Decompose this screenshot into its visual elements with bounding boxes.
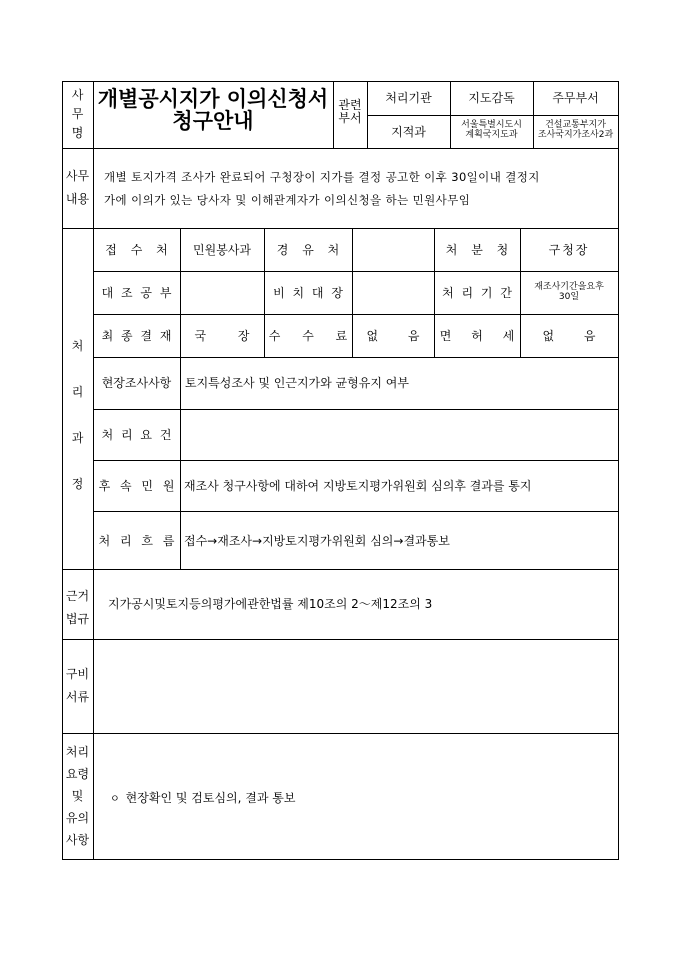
reception-label: 접 수 처	[105, 243, 168, 257]
license-tax-value: 없 음	[542, 329, 596, 343]
required-docs-label-line: 서류	[65, 690, 90, 704]
ledger-label: 대 조 공 부	[101, 286, 172, 300]
process-section-char: 정	[71, 477, 84, 491]
required-docs-label-line: 구비	[65, 667, 90, 681]
period-value-line: 30일	[558, 292, 580, 302]
supervision-value	[450, 120, 533, 140]
legal-basis-value: 지가공시및토지등의평가에관한법률 제10조의 2～제12조의 3	[108, 597, 433, 611]
notes-label-line: 및	[71, 789, 84, 803]
required-docs-label	[62, 663, 93, 709]
process-flow-label: 처 리 흐 름	[98, 534, 175, 548]
processing-agency-value: 지적과	[391, 125, 426, 139]
followup-value: 재조사 청구사항에 대하여 지방토지평가위원회 심의후 결과를 통지	[184, 479, 532, 493]
fee-value: 없 음	[366, 329, 420, 343]
followup-label: 후 속 민 원	[98, 479, 175, 493]
main-dept-value-line: 건설교통부지가	[545, 120, 606, 130]
related-dept-label	[333, 99, 367, 125]
process-section-char: 처	[71, 339, 84, 353]
notes-value	[110, 791, 295, 807]
via-label: 경 유 처	[276, 243, 340, 257]
bullet-icon: ㅇ	[110, 794, 120, 805]
duty-description	[104, 166, 612, 212]
final-approval-value: 국 장	[194, 329, 250, 343]
final-approval-label: 최 종 결 재	[101, 329, 172, 343]
legal-basis-label-line: 근거	[65, 589, 90, 603]
license-tax-label: 면 허 세	[439, 329, 515, 343]
period-value-line: 재조사기간을요후	[534, 282, 604, 292]
process-flow-value: 접수→재조사→지방토지평가위원회 심의→결과통보	[184, 534, 450, 548]
fee-label: 수 수 료	[268, 329, 348, 343]
main-dept-header: 주무부서	[552, 91, 599, 105]
supervision-value-line: 서울특별시도시	[461, 120, 522, 130]
site-inspection-value: 토지특성조사 및 인근지가와 균형유지 여부	[185, 376, 409, 390]
related-dept-label-line: 부서	[338, 111, 362, 125]
process-section-label	[62, 323, 93, 507]
notes-label-line: 유의	[65, 811, 90, 825]
legal-basis-label-line: 법규	[65, 612, 90, 626]
notes-label-line: 사항	[65, 833, 90, 847]
duty-label	[62, 165, 93, 211]
disposal-value: 구청장	[548, 243, 590, 257]
notes-label-line: 처리	[65, 745, 90, 759]
duty-label-line: 내용	[65, 192, 90, 206]
reception-value: 민원봉사과	[193, 243, 251, 257]
supervision-header: 지도감독	[468, 91, 515, 105]
notes-label-line: 요령	[65, 767, 90, 781]
period-label: 처 리 기 간	[442, 286, 512, 300]
duty-description-line: 개별 토지가격 조사가 완료되어 구청장이 지가를 결정 공고한 이후 30일이내 결정지	[104, 170, 540, 184]
document-title-line1: 개별공시지가 이의신청서	[97, 86, 329, 111]
notes-label	[62, 741, 93, 851]
legal-basis-label	[62, 585, 93, 631]
main-dept-value-line: 조사국지가조사2과	[537, 130, 614, 140]
document-title-line2: 청구안내	[172, 108, 254, 133]
site-inspection-label: 현장조사사항	[101, 376, 172, 390]
document-title	[93, 88, 333, 132]
period-value	[520, 282, 618, 302]
task-name-label-char: 명	[71, 126, 84, 140]
related-dept-label-line: 관련	[338, 98, 362, 112]
task-name-label	[62, 86, 93, 143]
notes-text: 현장확인 및 검토심의, 결과 통보	[125, 791, 296, 805]
supervision-value-line: 계획국지도과	[465, 130, 518, 140]
process-section-char: 과	[71, 431, 84, 445]
requirement-label: 처 리 요 건	[101, 428, 172, 442]
register-label: 비 치 대 장	[273, 286, 343, 300]
process-section-char: 리	[71, 385, 84, 399]
disposal-label: 처 분 청	[445, 243, 509, 257]
duty-description-line: 가에 이의가 있는 당사자 및 이해관계자가 이의신청을 하는 민원사무임	[104, 193, 471, 207]
task-name-label-char: 사	[71, 88, 84, 102]
task-name-label-char: 무	[71, 107, 84, 121]
processing-agency-header: 처리기관	[385, 91, 432, 105]
main-dept-value	[533, 120, 618, 140]
duty-label-line: 사무	[65, 169, 90, 183]
